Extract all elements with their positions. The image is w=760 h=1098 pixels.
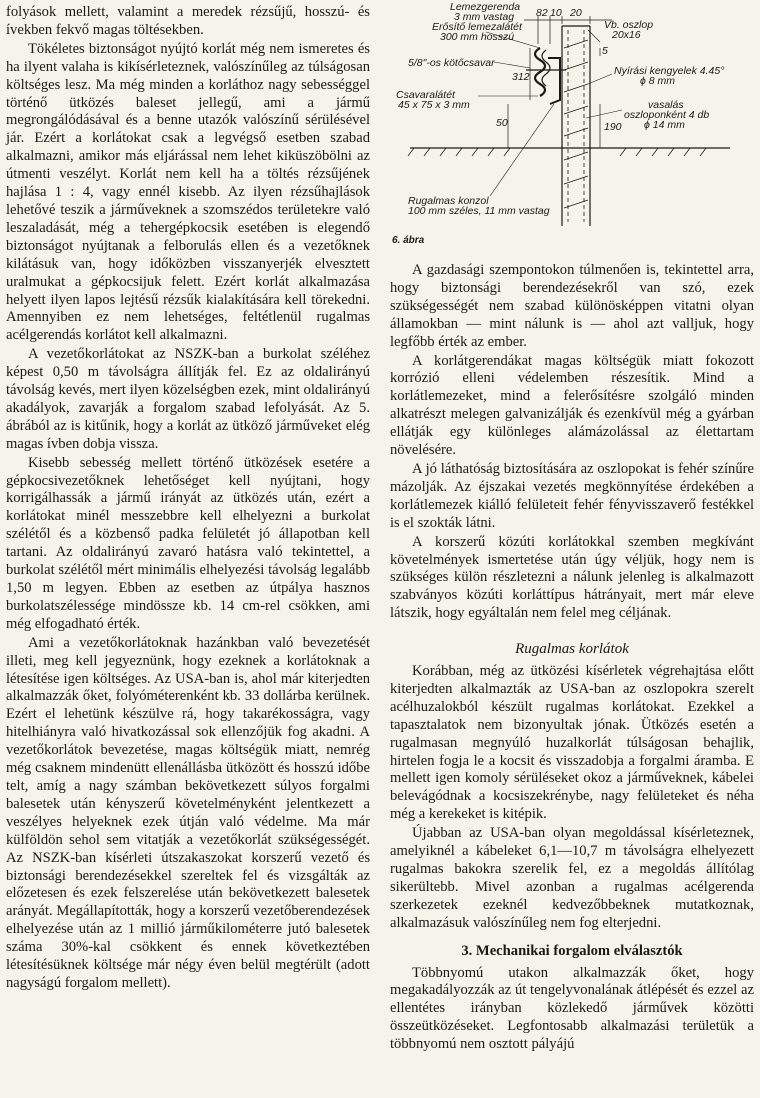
paragraph: Korábban, még az ütközési kísérletek végrehajtása előtt kiterjedten alkalmazták az USA-ban az oszlopokra szerelt acélhuzalokból készült rugalmas korlátokat. Ezekkel a tapasztalatok nem bizonyultak jónak. Ütközés esetén a rugalmasan megnyúló huzalkorlát túlságosan behajlik, hirtelen fogja le a kocsit és visszadobja a forgalmi áramba. E mellett igen komoly sérüléseket okoz a járműveknek, kábelei belevágódnak a kocsiszekrénybe, nagy felületeket és néha még a kerekeket is kitépik. — [390, 663, 754, 823]
paragraph: A korlátgerendákat magas költségük miatt fokozott korrózió elleni védelemben részesítik. Mind a korlátlemezeket, mind a felerősítésre szolgáló minden alkatrészt melegen galvanizálják és ezenkívül még a gyárban ellátják egy különleges alámázolással az élettartam növelésére. — [390, 352, 754, 459]
dim-50: 50 — [496, 117, 508, 129]
paragraph: A korszerű közúti korlátokkal szemben megkívánt követelmények ismertetése után úgy véljük, hogy nem is szükséges külön részletezni a nálunk jelenleg is alkalmazott szabványos közúti korláttípus hátrányait, mert már eleve látszik, hogy egyáltalán nem felel meg céljának. — [390, 533, 754, 622]
label-vb-oszlop: Vb. oszlop — [604, 19, 654, 31]
label-vb-meret: 20x16 — [612, 29, 641, 41]
dim-312: 312 — [512, 71, 530, 83]
label-konzol: Rugalmas konzol — [408, 195, 489, 207]
figure-caption: 6. ábra — [392, 235, 425, 246]
dim-20: 20 — [570, 7, 582, 19]
paragraph: Ami a vezetőkorlátoknak hazánkban való bevezetését illeti, meg kell jegyeznünk, hogy ezeknek a korlátoknak a létesítése igen költséges. Az USA-ban is, ahol már kiterjedten alkalmazzák őket, folyóméterenként kb. 33 dollárba kerülnek. Ezért el lehetünk készülve rá, hogy takarékosságra, vagy hitelhiányra való hivatkozással sok ellenzőjük fog akadni. A vezetőkorlátok bevezetése, magas költségük miatt, nemrég még csaknem mindenütt ellenállásba ütközött és hosszú időbe telt, amíg a nagy számban bekövetkezett súlyos forgalmi balesetek után kényszerű követelményként jelentkezett a veszélyes helyeknek ezek útján való védelme. Ma már külföldön sehol sem vitatják a vezetőkorlát szükségességét. Az NSZK-ban kísérleti útszakaszokat korszerű vezető és biztonsági berendezésekkel szereltek fel és vizsgálták az előzetesen és ezek felszerelése után bekövetkezett balesetek arányát. Megállapították, hogy a korszerű vezetőberendezések elhelyezése után az 1 millió járműkilométerre jutó balesetek száma 30%-kal csökkent és ennek következtében létesítésüknek költsége már négy éven belül megtérült (adott nagyságú forgalom mellett). — [6, 634, 370, 991]
figure-guardrail-cross-section — [390, 0, 754, 258]
dim-5: 5 — [602, 45, 608, 57]
dim-82: 82 — [536, 7, 548, 19]
paragraph: Kisebb sebesség mellett történő ütközések esetére a gépkocsivezetőknek lehetőséget kell nyújtani, hogy korrigálhassák a jármű irányát az ütközés után, ezért a korlátokat minél messzebbre kell elhelyezni a burkolat szélétől és a közbenső padka felületét jó állapotban kell tartani. Az oldalirányú zavaró hatásra való tekintettel, a burkolat szélétől mért minimális elhelyezési távolság legalább 1,50 m legyen. Ebben az esetben az útpálya hasznos burkolatszélessége mindössze kb. 14 cm-rel csökken, ami még elfogadható érték. — [6, 454, 370, 632]
section-heading: 3. Mechanikai forgalom elválasztók — [461, 942, 683, 959]
paragraph: Újabban az USA-ban olyan megoldással kísérleteznek, amelyiknél a kábeleket 6,1—10,7 m távolságra elhelyezett rugalmas bakokra szerelik fel, ez a megoldás állítólag sikerültebb. Mivel azonban a rugalmas acélgerenda szerkezetek ezeknél kedvezőbbeknek mutatkoznak, alkalmazásuk valószínűleg nem fog elterjedni. — [390, 825, 754, 931]
paragraph: folyások mellett, valamint a meredek rézsűjű, hosszú- és ívekben fekvő magas töltésekben. — [6, 4, 370, 38]
subheading: Rugalmas korlátok — [515, 641, 629, 658]
left-column — [6, 0, 370, 994]
paragraph: A vezetőkorlátokat az NSZK-ban a burkolat széléhez képest 0,50 m távolságra állítják fel. Ez az oldalirányú távolság kevés, mert ilyen közelségben ezek, mint oldalirányú akadályok, zavarják a forgalom szabad lefolyását. Az 5. ábrából az is kitűnik, hogy a korlát az ütköző járműveket elég magas ívben dobja vissza. — [6, 346, 370, 452]
right-column — [390, 0, 754, 1055]
paragraph: Tökéletes biztonságot nyújtó korlát még nem ismeretes és ha ilyent valaha is kikísérleteznek, valószínűleg az túlságosan költséges lesz. Ma még minden a korláthoz nagy sebességgel történő ütközés baleset jellegű, ami a jármű megrongálódásával és a benne utazók valószínű sérülésével jár. Ezért a korlátokat csak a legvégső esetben szabad alkalmazni, amikor más eljárással nem lehet kiküszöbölni az útmenti veszélyt. Korlát nem kell ha a töltés rézsűjének hajlása 1 : 4, vagy ennél kisebb. Az ilyen rézsűhajlások lehetővé teszik a járműveknek a szomszédos területekre való leszaladását, még a tehergépkocsik esetében is elegendő biztonságot nyújtanak a felborulás ellen és a vezetőknek kilátásuk van, hogy időközben visszanyerjék elvesztett uralmukat a gépkocsijuk felett. Ezért korlát alkalmazása helyett ilyen lapos lejtésű rézsűk kialakítására kell törekedni. Amennyiben ez nem lehetséges, feltétlenül rugalmas acélgerendás korlátot kell alkalmazni. — [6, 40, 370, 344]
label-erosito-hossz: 300 mm hosszú — [440, 31, 515, 43]
label-vasalas: vasalás — [648, 99, 684, 111]
paragraph: Többnyomú utakon alkalmazzák őket, hogy megakadályozzák az út tengelyvonalának átlépését és ezzel az ellentétes irányban közlekedő járművek közötti összeütközéseket. Legfontosabb alkalmazási területük a többnyomú nem osztott pályájú — [390, 964, 754, 1053]
label-nyirasi-meret: ϕ 8 mm — [640, 75, 676, 87]
label-lemezgerenda: Lemezgerenda — [450, 1, 521, 13]
dim-190: 190 — [604, 121, 622, 133]
label-vasalas-2: oszloponként 4 db — [624, 109, 710, 121]
label-erosito: Erősítő lemezalátét — [432, 21, 522, 33]
label-lemezgerenda-vastag: 3 mm vastag — [454, 11, 515, 23]
paragraph: A gazdasági szempontokon túlmenően is, tekintettel arra, hogy biztonsági berendezésekről van szó, ezek szükségességét nem szabad különösképpen vitatni olyan államokban — mint nálunk is — ahol azt valljuk, hogy legfőbb érték az ember. — [390, 262, 754, 350]
label-kotocsavar: 5/8"-os kötőcsavar — [408, 57, 495, 69]
label-csavaralatet: Csavaralátét — [396, 89, 455, 101]
dim-10: 10 — [550, 7, 562, 19]
label-vasalas-3: ϕ 14 mm — [644, 119, 685, 131]
paragraph: A jó láthatóság biztosítására az oszlopokat is fehér színűre mázolják. Az éjszakai vezetés megkönnyítése érdekében a korlátlemezek kiálló felületeit fehér fényvisszaverő festékkel is el szokták látni. — [390, 460, 754, 531]
label-konzol-meret: 100 mm széles, 11 mm vastag — [408, 205, 550, 217]
label-nyirasi: Nyírási kengyelek 4.45° — [614, 65, 725, 77]
label-csavaralatet-meret: 45 x 75 x 3 mm — [398, 99, 470, 111]
